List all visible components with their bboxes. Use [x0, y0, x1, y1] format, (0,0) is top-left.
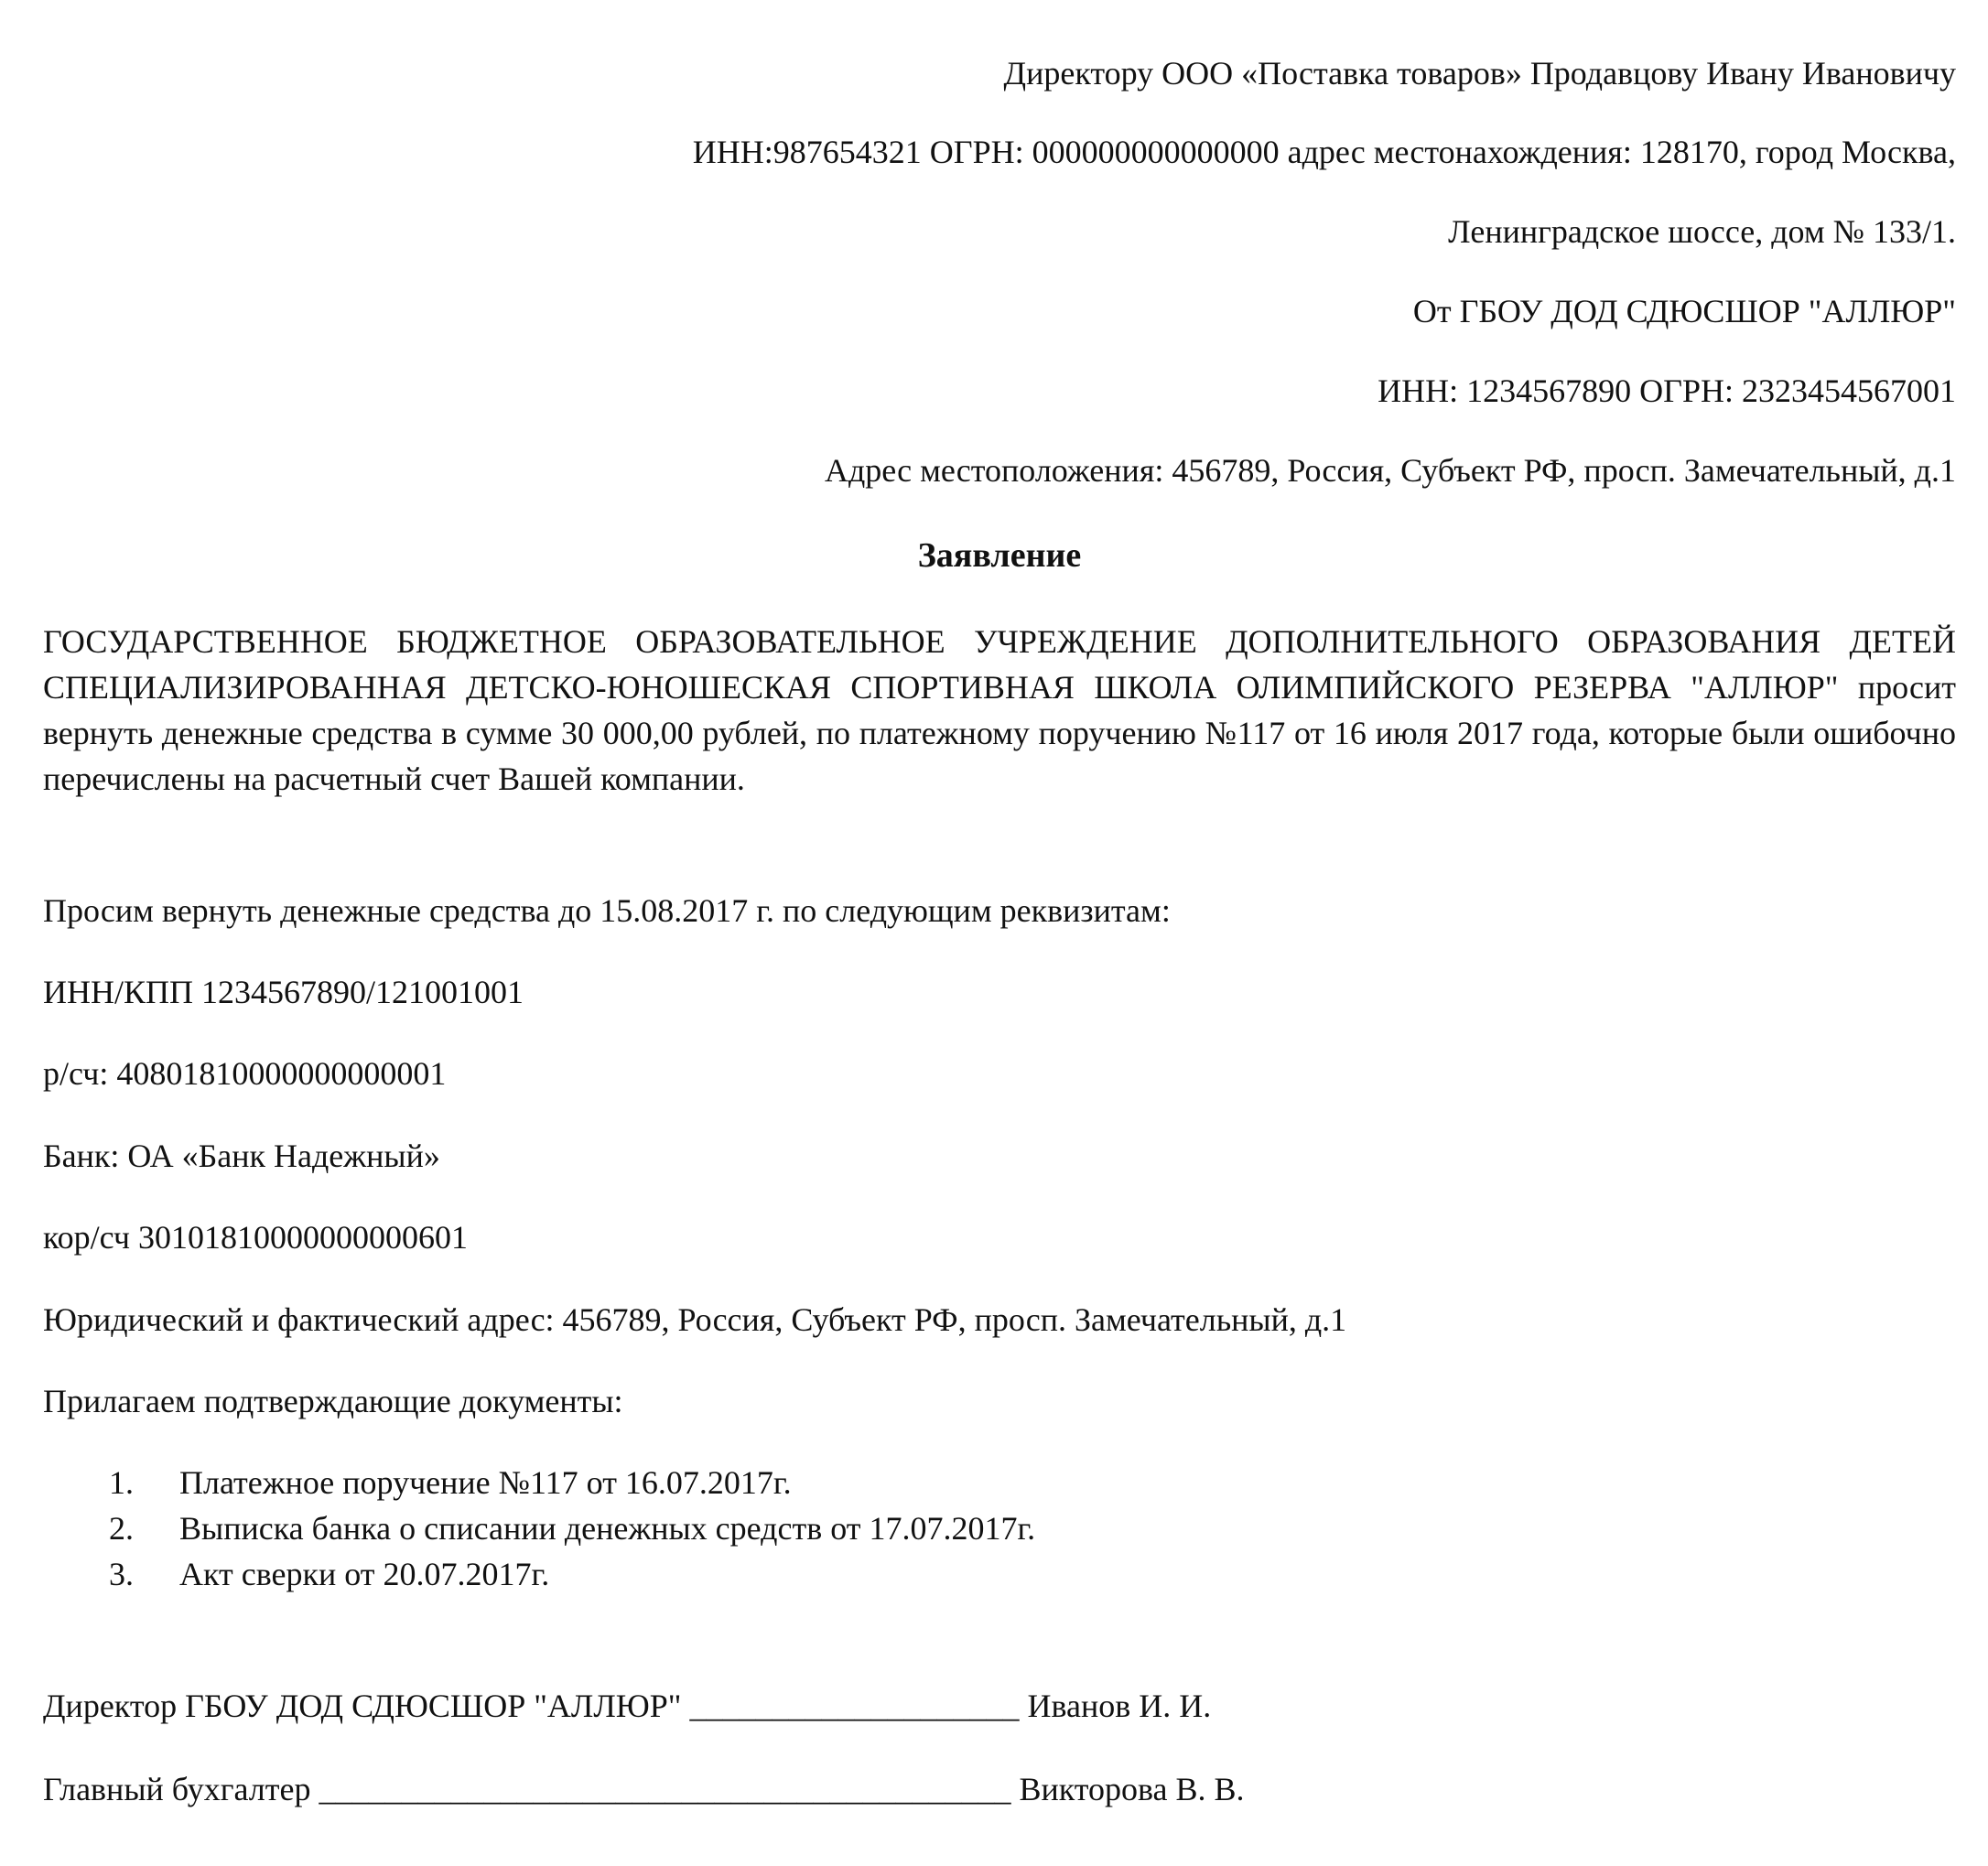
- list-item-text: Акт сверки от 20.07.2017г.: [179, 1556, 550, 1592]
- legal-address-line: Юридический и фактический адрес: 456789, Россия, Субъект РФ, просп. Замечательный, д.1: [43, 1301, 1347, 1338]
- list-item-number: 2.: [109, 1510, 134, 1547]
- request-line: Просим вернуть денежные средства до 15.08.2017 г. по следующим реквизитам:: [43, 892, 1171, 929]
- header-addressee-details: ИНН:987654321 ОГРН: 000000000000000 адрес местонахождения: 128170, город Москва,: [692, 134, 1956, 170]
- list-item-number: 1.: [109, 1464, 134, 1501]
- header-addressee-address: Ленинградское шоссе, дом № 133/1.: [1448, 213, 1956, 250]
- main-paragraph: ГОСУДАРСТВЕННОЕ БЮДЖЕТНОЕ ОБРАЗОВАТЕЛЬНОЕ УЧРЕЖДЕНИЕ ДОПОЛНИТЕЛЬНОГО ОБРАЗОВАНИЯ ДЕТЕЙ СПЕЦИАЛИЗИРОВАННАЯ ДЕТСКО-ЮНОШЕСКАЯ СПОРТИВНАЯ ШКОЛА ОЛИМПИЙСКОГО РЕЗЕРВА "АЛЛЮР" просит вернуть денежные средства в сумме 30 000,00 рублей, по платежному поручению №117 от 16 июля 2017 года, которые были ошибочно перечислены на расчетный счет Вашей компании.: [43, 623, 1956, 797]
- header-sender-details: ИНН: 1234567890 ОГРН: 2323454567001: [1378, 372, 1956, 409]
- inn-kpp-line: ИНН/КПП 1234567890/121001001: [43, 974, 524, 1010]
- header-sender-address: Адрес местоположения: 456789, Россия, Субъект РФ, просп. Замечательный, д.1: [824, 452, 1956, 489]
- director-signature-line: Директор ГБОУ ДОД СДЮСШОР "АЛЛЮР" ____________________ Иванов И. И.: [43, 1688, 1212, 1724]
- list-item-text: Платежное поручение №117 от 16.07.2017г.: [179, 1464, 792, 1501]
- document-title: Заявление: [917, 536, 1082, 575]
- header-sender: От ГБОУ ДОД СДЮСШОР "АЛЛЮР": [1412, 293, 1956, 329]
- bank-line: Банк: ОА «Банк Надежный»: [43, 1138, 440, 1174]
- account-line: р/сч: 40801810000000000001: [43, 1055, 447, 1092]
- corr-account-line: кор/сч 30101810000000000601: [43, 1219, 469, 1256]
- attachments-intro: Прилагаем подтверждающие документы:: [43, 1383, 623, 1419]
- list-item-number: 3.: [109, 1556, 134, 1592]
- accountant-signature-line: Главный бухгалтер __________________________________________ Викторова В. В.: [43, 1771, 1245, 1807]
- header-addressee: Директору ООО «Поставка товаров» Продавцову Ивану Ивановичу: [1003, 55, 1956, 92]
- list-item-text: Выписка банка о списании денежных средств от 17.07.2017г.: [179, 1510, 1036, 1547]
